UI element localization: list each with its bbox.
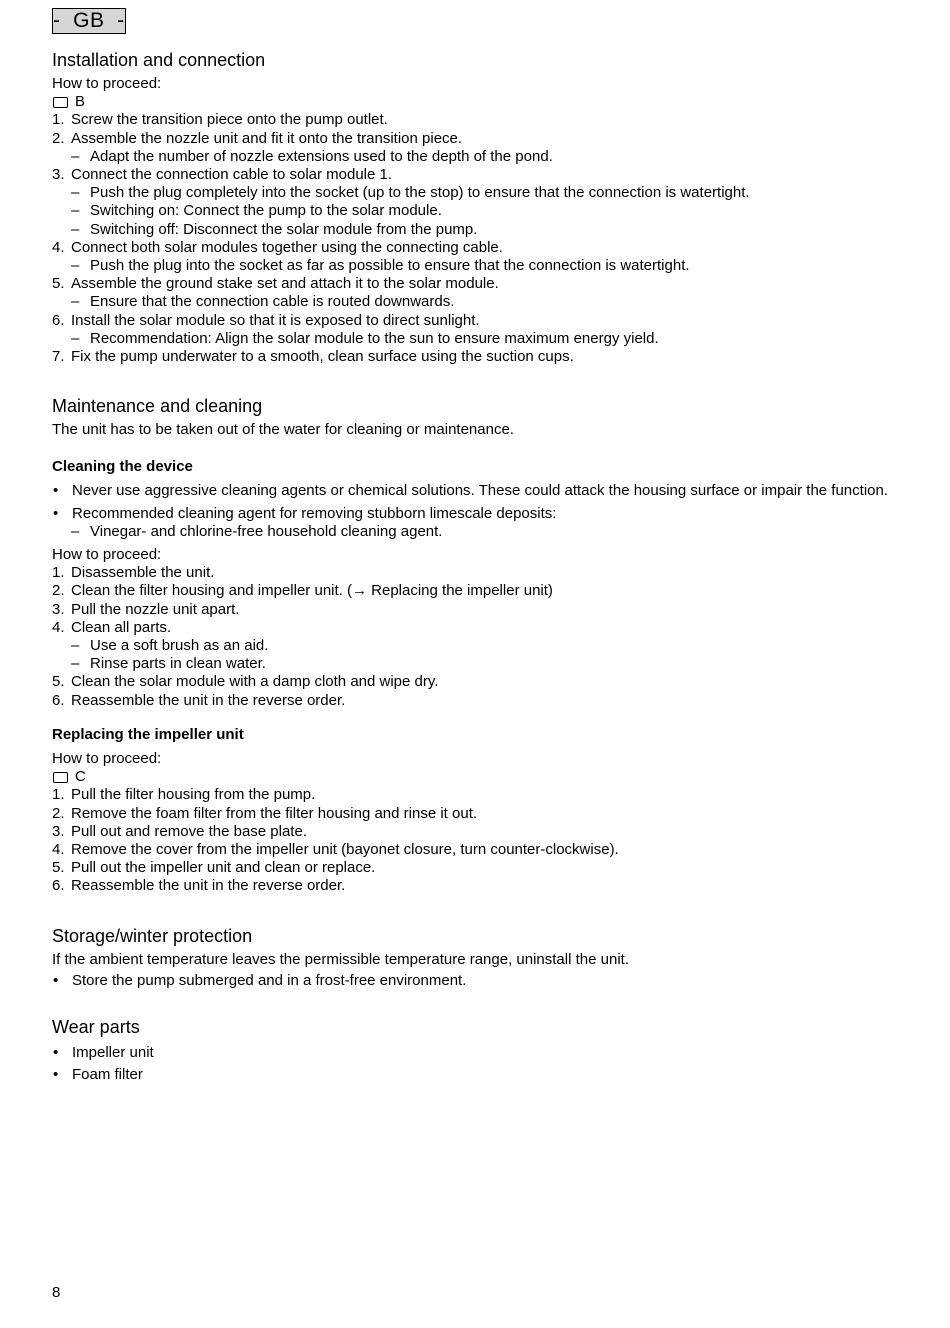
figure-label: C xyxy=(75,768,86,786)
bullet-dot-icon: • xyxy=(53,482,59,500)
step-item xyxy=(52,692,892,710)
step-sub-item xyxy=(52,202,892,220)
step-text: Fix the pump underwater to a smooth, clean surface using the suction cups. xyxy=(71,348,574,366)
step-sub-text: Recommendation: Align the solar module to the sun to ensure maximum energy yield. xyxy=(90,329,659,347)
step-text: Pull out the impeller unit and clean or replace. xyxy=(71,859,376,877)
cleaning-heading: Cleaning the device xyxy=(52,458,193,476)
step-item xyxy=(52,582,892,600)
step-item xyxy=(52,805,892,823)
step-text: Clean the filter housing and impeller unit. (→ Replacing the impeller unit) xyxy=(71,582,553,600)
step-item xyxy=(52,275,892,293)
step-number: 1. xyxy=(52,564,65,582)
step-number: 1. xyxy=(52,111,65,129)
step-sub-text: Rinse parts in clean water. xyxy=(90,655,266,673)
bullet-row xyxy=(52,1044,892,1062)
bullet-row xyxy=(52,482,892,500)
bullet-text: Store the pump submerged and in a frost-free environment. xyxy=(72,971,467,989)
step-item xyxy=(52,786,892,804)
dash-marker: – xyxy=(71,329,80,347)
step-text: Assemble the ground stake set and attach it to the solar module. xyxy=(71,275,499,293)
step-number: 6. xyxy=(52,877,65,895)
step-text: Clean the solar module with a damp cloth and wipe dry. xyxy=(71,673,439,691)
bullet-row xyxy=(52,972,892,990)
step-text: Remove the foam filter from the filter housing and rinse it out. xyxy=(71,804,478,822)
dash-marker: – xyxy=(71,522,80,540)
bullet-dot-icon: • xyxy=(53,1043,59,1061)
bullet-item xyxy=(52,482,892,500)
bullet-dot-icon: • xyxy=(53,971,59,989)
figure-icon xyxy=(53,772,68,783)
figure-label: B xyxy=(75,93,86,111)
step-text: Install the solar module so that it is exposed to direct sunlight. xyxy=(71,311,480,329)
impeller-how-to: How to proceed: xyxy=(52,749,162,767)
step-text: Reassemble the unit in the reverse order. xyxy=(71,691,346,709)
step-sub-item xyxy=(52,257,892,275)
bullet-item xyxy=(52,505,892,541)
bullet-text: Recommended cleaning agent for removing stubborn limescale deposits: xyxy=(72,504,557,522)
step-number: 5. xyxy=(52,859,65,877)
step-sub-item xyxy=(52,637,892,655)
dash-marker: – xyxy=(71,147,80,165)
step-item xyxy=(52,859,892,877)
step-sub-text: Switching off: Disconnect the solar module from the pump. xyxy=(90,220,478,238)
step-item xyxy=(52,673,892,691)
wear-heading: Wear parts xyxy=(52,1016,140,1037)
storage-intro: If the ambient temperature leaves the permissible temperature range, uninstall the unit. xyxy=(52,950,629,968)
step-sub-item xyxy=(52,330,892,348)
step-sub-item xyxy=(52,221,892,239)
step-text: Disassemble the unit. xyxy=(71,564,215,582)
storage-heading: Storage/winter protection xyxy=(52,925,253,946)
installation-how-to: How to proceed: xyxy=(52,75,162,92)
bullet-item xyxy=(52,1066,892,1084)
dash-marker: – xyxy=(71,202,80,220)
dash-marker: – xyxy=(71,293,80,311)
step-sub-item xyxy=(52,655,892,673)
step-number: 3. xyxy=(52,600,65,618)
dash-marker: – xyxy=(71,257,80,275)
step-number: 3. xyxy=(52,822,65,840)
bullet-text: Impeller unit xyxy=(72,1043,154,1061)
step-text: Pull the filter housing from the pump. xyxy=(71,786,316,804)
step-number: 5. xyxy=(52,275,65,293)
step-number: 6. xyxy=(52,691,65,709)
step-item xyxy=(52,348,892,366)
wear-bullets xyxy=(52,1044,892,1084)
installation-steps xyxy=(52,111,892,366)
bullet-row xyxy=(52,1066,892,1084)
bullet-item xyxy=(52,1044,892,1062)
bullet-sub-item xyxy=(52,523,892,541)
bullet-text: Never use aggressive cleaning agents or chemical solutions. These could attack the housing surface or impair the function. xyxy=(72,482,889,500)
dash-marker: – xyxy=(71,655,80,673)
installation-figure-ref xyxy=(52,93,892,111)
step-sub-text: Adapt the number of nozzle extensions used to the depth of the pond. xyxy=(90,147,553,165)
bullet-sub-text: Vinegar- and chlorine-free household cleaning agent. xyxy=(90,522,443,540)
bullet-row xyxy=(52,505,892,523)
step-sub-item xyxy=(52,148,892,166)
step-item xyxy=(52,239,892,257)
step-item xyxy=(52,877,892,895)
step-number: 3. xyxy=(52,166,65,184)
impeller-figure-ref xyxy=(52,768,892,786)
step-sub-text: Push the plug completely into the socket (up to the stop) to ensure that the connection is watertight. xyxy=(90,184,750,202)
step-sub-item xyxy=(52,293,892,311)
cleaning-how-to: How to proceed: xyxy=(52,546,162,564)
dash-marker: – xyxy=(71,637,80,655)
step-text: Screw the transition piece onto the pump outlet. xyxy=(71,111,388,129)
step-number: 4. xyxy=(52,840,65,858)
step-number: 4. xyxy=(52,618,65,636)
page-number: 8 xyxy=(52,1284,61,1301)
step-text: Connect the connection cable to solar module 1. xyxy=(71,166,393,184)
step-text: Clean all parts. xyxy=(71,618,172,636)
bullet-dot-icon: • xyxy=(53,1066,59,1084)
cleaning-bullets xyxy=(52,482,892,541)
step-item xyxy=(52,130,892,148)
step-text: Pull the nozzle unit apart. xyxy=(71,600,240,618)
step-sub-text: Push the plug into the socket as far as possible to ensure that the connection is watertight. xyxy=(90,257,690,275)
step-item xyxy=(52,601,892,619)
step-text: Connect both solar modules together using the connecting cable. xyxy=(71,238,503,256)
maintenance-intro: The unit has to be taken out of the water for cleaning or maintenance. xyxy=(52,421,514,439)
dash-marker: – xyxy=(71,184,80,202)
step-item xyxy=(52,111,892,129)
step-text: Reassemble the unit in the reverse order. xyxy=(71,877,346,895)
step-number: 6. xyxy=(52,311,65,329)
language-label: - GB - xyxy=(53,9,125,32)
figure-icon xyxy=(53,97,68,108)
storage-bullets xyxy=(52,972,892,990)
step-item xyxy=(52,166,892,184)
step-number: 2. xyxy=(52,582,65,600)
cleaning-steps xyxy=(52,564,892,710)
step-sub-item xyxy=(52,184,892,202)
step-item xyxy=(52,841,892,859)
step-item xyxy=(52,619,892,637)
bullet-item xyxy=(52,972,892,990)
step-text: Pull out and remove the base plate. xyxy=(71,822,307,840)
dash-marker: – xyxy=(71,220,80,238)
step-sub-text: Use a soft brush as an aid. xyxy=(90,637,269,655)
step-text: Remove the cover from the impeller unit (bayonet closure, turn counter-clockwise). xyxy=(71,840,619,858)
step-item xyxy=(52,564,892,582)
installation-heading: Installation and connection xyxy=(52,50,266,70)
step-number: 4. xyxy=(52,238,65,256)
step-sub-text: Switching on: Connect the pump to the solar module. xyxy=(90,202,442,220)
step-text: Assemble the nozzle unit and fit it onto the transition piece. xyxy=(71,129,463,147)
maintenance-heading: Maintenance and cleaning xyxy=(52,396,263,417)
step-number: 7. xyxy=(52,348,65,366)
impeller-heading: Replacing the impeller unit xyxy=(52,725,244,743)
bullet-dot-icon: • xyxy=(53,504,59,522)
step-number: 1. xyxy=(52,786,65,804)
step-number: 5. xyxy=(52,673,65,691)
bullet-text: Foam filter xyxy=(72,1066,143,1084)
manual-page xyxy=(52,8,892,1088)
step-item xyxy=(52,312,892,330)
impeller-steps xyxy=(52,786,892,895)
step-number: 2. xyxy=(52,129,65,147)
step-item xyxy=(52,823,892,841)
step-number: 2. xyxy=(52,804,65,822)
step-sub-text: Ensure that the connection cable is routed downwards. xyxy=(90,293,455,311)
